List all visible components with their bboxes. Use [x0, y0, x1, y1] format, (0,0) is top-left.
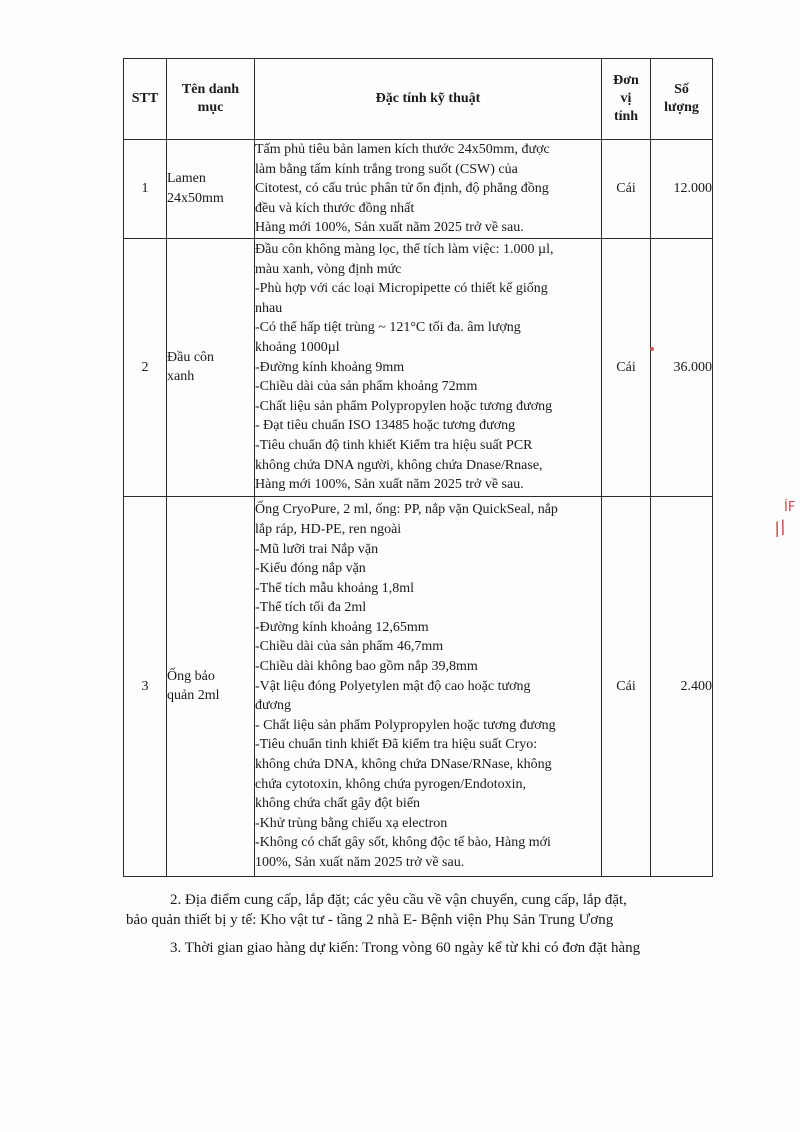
row-item-name: Lamen 24x50mm: [167, 140, 255, 239]
spec-line: - Đạt tiêu chuẩn ISO 13485 hoặc tương đương: [255, 418, 516, 434]
table-row: [124, 238, 713, 496]
row-stt: 1: [124, 140, 167, 239]
row-unit: Cái: [602, 238, 651, 496]
spec-line: - Chất liệu sản phẩm Polypropylen hoặc tương đương: [255, 717, 556, 733]
spec-line: Tấm phủ tiêu bản lamen kích thước 24x50mm, được: [255, 142, 550, 157]
table-row: [124, 496, 713, 876]
technical-spec-table: [123, 58, 713, 877]
spec-line: Hàng mới 100%, Sản xuất năm 2025 trở về sau.: [255, 477, 524, 493]
stamp-edge-slashes: //: [771, 516, 790, 541]
spec-line: khoảng 1000µl: [255, 340, 340, 356]
spec-line: không chứa DNA, không chứa DNase/RNase, không: [255, 757, 552, 773]
spec-line: -Tiêu chuẩn tinh khiết Đã kiểm tra hiệu suất Cryo:: [255, 737, 538, 753]
row-stt: 3: [124, 496, 167, 876]
row-item-name: Ống bảo quản 2ml: [167, 496, 255, 876]
header-spec: Đặc tính kỹ thuật: [255, 59, 602, 140]
row-quantity: 36.000: [651, 238, 713, 496]
spec-line: -Có thể hấp tiệt trùng ~ 121°C tối đa. âm lượng: [255, 320, 521, 336]
spec-line: -Không có chất gây sốt, không độc tế bào, Hàng mới: [255, 835, 551, 851]
spec-line: màu xanh, vòng định mức: [255, 261, 402, 277]
stamp-fragment-mark: [762, 496, 800, 556]
spec-line: -Chất liệu sản phẩm Polypropylen hoặc tương đương: [255, 398, 553, 414]
spec-line: Hàng mới 100%, Sản xuất năm 2025 trở về sau.: [255, 220, 524, 236]
row-spec: [255, 140, 602, 239]
spec-line: -Tiêu chuẩn độ tinh khiết Kiểm tra hiệu suất PCR: [255, 438, 533, 454]
row-unit: Cái: [602, 140, 651, 239]
table-row: [124, 140, 713, 239]
spec-line: -Vật liệu đóng Polyetylen mật độ cao hoặc tương: [255, 678, 531, 694]
spec-line: -Chiều dài của sản phẩm khoảng 72mm: [255, 379, 478, 395]
spec-line: -Đường kính khoảng 9mm: [255, 359, 405, 375]
ink-dot-mark: [650, 347, 654, 351]
spec-line: -Đường kính khoảng 12,65mm: [255, 619, 429, 635]
spec-line: đương: [255, 698, 291, 714]
row-unit: Cái: [602, 496, 651, 876]
spec-line: 100%, Sản xuất năm 2025 trở về sau.: [255, 855, 465, 871]
spec-line: nhau: [255, 300, 283, 316]
spec-line: -Chiều dài không bao gồm nắp 39,8mm: [255, 659, 478, 675]
table-header-row: [124, 59, 713, 140]
stamp-edge-glyph: ÍF: [784, 500, 796, 515]
header-name: Tên danh mục: [167, 59, 255, 140]
spec-line: làm bằng tấm kính trắng trong suốt (CSW) của: [255, 161, 518, 177]
spec-line: Đầu côn không màng lọc, thể tích làm việc: 1.000 µl,: [255, 242, 554, 258]
spec-line: -Phù hợp với các loại Micropipette có thiết kế giống: [255, 281, 548, 297]
spec-line: -Khử trùng bằng chiếu xạ electron: [255, 815, 448, 831]
row-spec: [255, 496, 602, 876]
row-stt: 2: [124, 238, 167, 496]
spec-line: -Mũ lưỡi trai Nắp vặn: [255, 541, 379, 557]
header-unit: Đơn vị tính: [602, 59, 651, 140]
row-item-name: Đầu côn xanh: [167, 238, 255, 496]
row-quantity: 2.400: [651, 496, 713, 876]
spec-line: không chứa chất gây đột biến: [255, 796, 421, 812]
row-quantity: 12.000: [651, 140, 713, 239]
header-stt: STT: [124, 59, 167, 140]
delivery-location-paragraph: 2. Địa điểm cung cấp, lắp đặt; các yêu cầu về vận chuyển, cung cấp, lắp đặt, bảo quản thiết bị y tế: Kho vật tư - tầng 2 nhà E- Bệnh viện Phụ Sản Trung Ương: [126, 892, 627, 928]
spec-line: -Kiểu đóng nắp vặn: [255, 561, 366, 577]
spec-line: -Thể tích tối đa 2ml: [255, 600, 367, 616]
header-qty: Số lượng: [651, 59, 713, 140]
spec-line: Ống CryoPure, 2 ml, ống: PP, nắp vặn QuickSeal, nắp: [255, 502, 558, 518]
spec-line: đều và kích thước đồng nhất: [255, 200, 415, 216]
spec-line: lắp ráp, HD-PE, ren ngoài: [255, 521, 402, 537]
delivery-time-paragraph: 3. Thời gian giao hàng dự kiến: Trong vòng 60 ngày kể từ khi có đơn đặt hàng: [170, 940, 641, 956]
spec-line: không chứa DNA người, không chứa Dnase/Rnase,: [255, 457, 543, 473]
spec-line: chứa cytotoxin, không chứa pyrogen/Endotoxin,: [255, 776, 527, 792]
spec-line: -Thể tích mẫu khoảng 1,8ml: [255, 580, 415, 596]
spec-line: Citotest, có cấu trúc phân tử ổn định, độ phẳng đồng: [255, 181, 549, 197]
spec-line: -Chiều dài của sản phẩm 46,7mm: [255, 639, 444, 655]
row-spec: [255, 238, 602, 496]
